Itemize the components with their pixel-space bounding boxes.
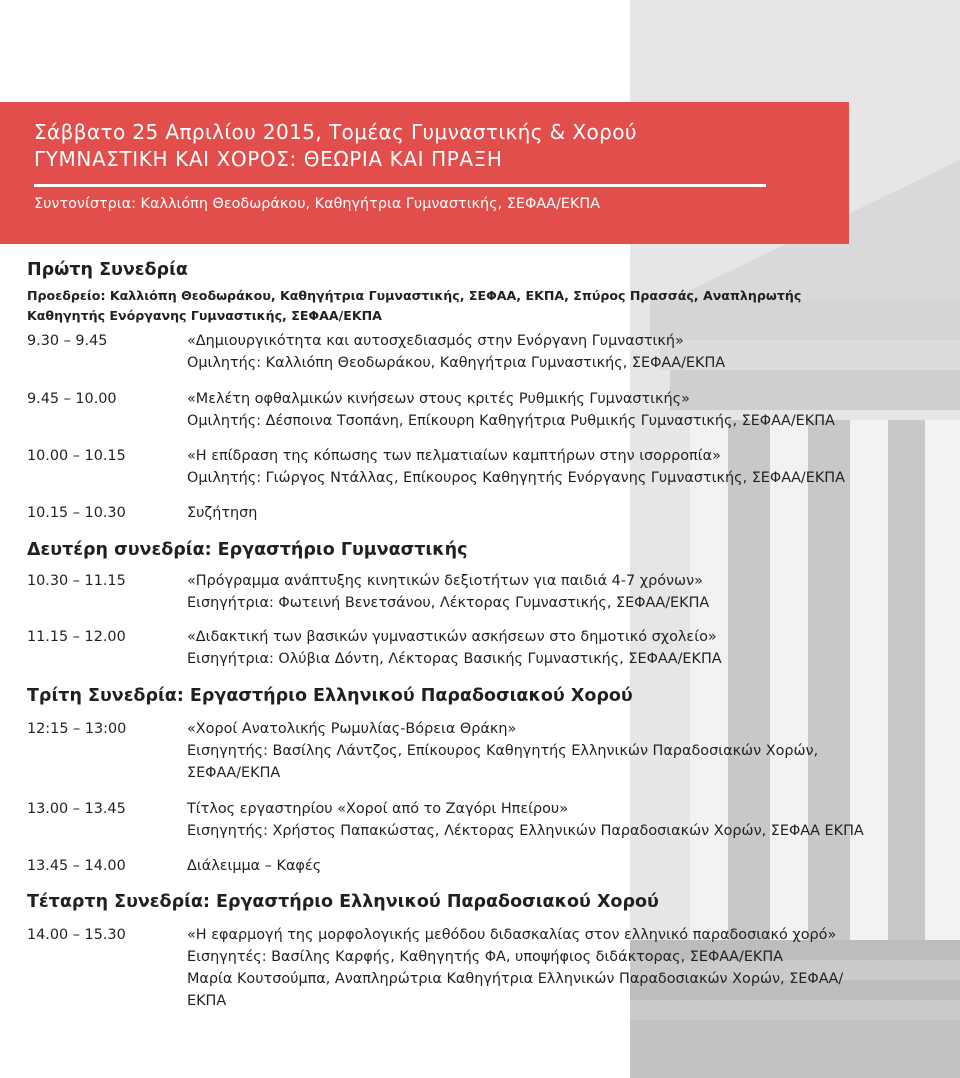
speaker-role: Ομιλητής: — [187, 470, 262, 486]
session-3-title: Τρίτη Συνεδρία: Εργαστήριο Ελληνικού Παραδοσιακού Χορού — [27, 686, 633, 706]
event-date-line: Σάββατο 25 Απριλίου 2015, Τομέας Γυμναστικής & Χορού — [34, 120, 637, 144]
time-slot: 9.30 – 9.45 — [27, 333, 108, 349]
speaker-role: Εισηγητής: — [187, 743, 268, 759]
session-1-presidium: Προεδρείο: Καλλιόπη Θεοδωράκου, Καθηγήτρια Γυμναστικής, ΣΕΦΑΑ, ΕΚΠΑ, Σπύρος Πρασσάς, Αναπληρωτής Καθηγητής Ενόργανης Γυμναστικής, ΣΕΦΑΑ/ΕΚΠΑ — [27, 288, 802, 323]
speaker-name: Βασίλης Λάντζος, Επίκουρος Καθηγητής Ελληνικών Παραδοσιακών Χορών, — [272, 743, 819, 759]
time-slot: 10.00 – 10.15 — [27, 448, 126, 464]
talk-topic: «Η επίδραση της κόπωσης των πελματιαίων καμπτήρων στην ισορροπία» — [187, 448, 721, 464]
talk-topic: «Η εφαρμογή της μορφολογικής μεθόδου διδασκαλίας στον ελληνικό παραδοσιακό χορό» — [187, 927, 837, 943]
talk-topic: Τίτλος εργαστηρίου «Χοροί από το Ζαγόρι Ηπείρου» — [187, 801, 569, 817]
speaker-role: Εισηγητές: — [187, 949, 267, 965]
speaker-name: Γιώργος Ντάλλας, Επίκουρος Καθηγητής Ενόργανης Γυμναστικής, ΣΕΦΑΑ/ΕΚΠΑ — [265, 470, 845, 486]
time-slot: 13.45 – 14.00 — [27, 858, 126, 874]
speaker-role: Ομιλητής: — [187, 355, 262, 371]
session-1-title: Πρώτη Συνεδρία — [27, 260, 188, 280]
speaker-name: Δέσποινα Τσοπάνη, Επίκουρη Καθηγήτρια Ρυθμικής Γυμναστικής, ΣΕΦΑΑ/ΕΚΠΑ — [265, 413, 835, 429]
speaker-role: Εισηγήτρια: — [187, 595, 274, 611]
speaker-name-second-continued: ΕΚΠΑ — [187, 993, 227, 1009]
session-2-title: Δευτέρη συνεδρία: Εργαστήριο Γυμναστικής — [27, 540, 468, 560]
talk-topic: «Χοροί Ανατολικής Ρωμυλίας-Βόρεια Θράκη» — [187, 721, 517, 737]
speaker-name: Καλλιόπη Θεοδωράκου, Καθηγήτρια Γυμναστικής, ΣΕΦΑΑ/ΕΚΠΑ — [265, 355, 726, 371]
header-divider — [34, 184, 766, 187]
talk-topic: «Μελέτη οφθαλμικών κινήσεων στους κριτές Ρυθμικής Γυμναστικής» — [187, 391, 690, 407]
time-slot: 14.00 – 15.30 — [27, 927, 126, 943]
session-4-title: Τέταρτη Συνεδρία: Εργαστήριο Ελληνικού Παραδοσιακού Χορού — [27, 892, 659, 912]
speaker-name: Ολύβια Δόντη, Λέκτορας Βασικής Γυμναστικής, ΣΕΦΑΑ/ΕΚΠΑ — [278, 651, 722, 667]
time-slot: 11.15 – 12.00 — [27, 629, 126, 645]
talk-topic: Διάλειμμα – Καφές — [187, 858, 322, 874]
time-slot: 13.00 – 13.45 — [27, 801, 126, 817]
talk-topic: «Διδακτική των βασικών γυμναστικών ασκήσεων στο δημοτικό σχολείο» — [187, 629, 717, 645]
speaker-role: Εισηγήτρια: — [187, 651, 274, 667]
time-slot: 10.30 – 11.15 — [27, 573, 126, 589]
speaker-role: Ομιλητής: — [187, 413, 262, 429]
speaker-name-continued: ΣΕΦΑΑ/ΕΚΠΑ — [187, 765, 281, 781]
event-coordinator: Συντονίστρια: Καλλιόπη Θεοδωράκου, Καθηγήτρια Γυμναστικής, ΣΕΦΑΑ/ΕΚΠΑ — [34, 196, 600, 212]
speaker-role: Εισηγητής: — [187, 823, 268, 839]
talk-topic: «Δημιουργικότητα και αυτοσχεδιασμός στην Ενόργανη Γυμναστική» — [187, 333, 684, 349]
event-title: ΓΥΜΝΑΣΤΙΚΗ ΚΑΙ ΧΟΡΟΣ: ΘΕΩΡΙΑ ΚΑΙ ΠΡΑΞΗ — [34, 147, 503, 171]
time-slot: 9.45 – 10.00 — [27, 391, 117, 407]
header-banner — [0, 102, 849, 244]
speaker-name: Φωτεινή Βενετσάνου, Λέκτορας Γυμναστικής, ΣΕΦΑΑ/ΕΚΠΑ — [278, 595, 710, 611]
time-slot: 10.15 – 10.30 — [27, 505, 126, 521]
talk-topic: «Πρόγραμμα ανάπτυξης κινητικών δεξιοτήτων για παιδιά 4-7 χρόνων» — [187, 573, 703, 589]
speaker-name: Χρήστος Παπακώστας, Λέκτορας Ελληνικών Παραδοσιακών Χορών, ΣΕΦΑΑ ΕΚΠΑ — [272, 823, 864, 839]
talk-topic: Συζήτηση — [187, 505, 258, 521]
speaker-name: Βασίλης Καρφής, Καθηγητής ΦΑ, υποψήφιος διδάκτορας, ΣΕΦΑΑ/ΕΚΠΑ — [271, 949, 784, 965]
speaker-name-second: Μαρία Κουτσούμπα, Αναπληρώτρια Καθηγήτρια Ελληνικών Παραδοσιακών Χορών, ΣΕΦΑΑ/ — [187, 971, 844, 987]
time-slot: 12:15 – 13:00 — [27, 721, 127, 737]
